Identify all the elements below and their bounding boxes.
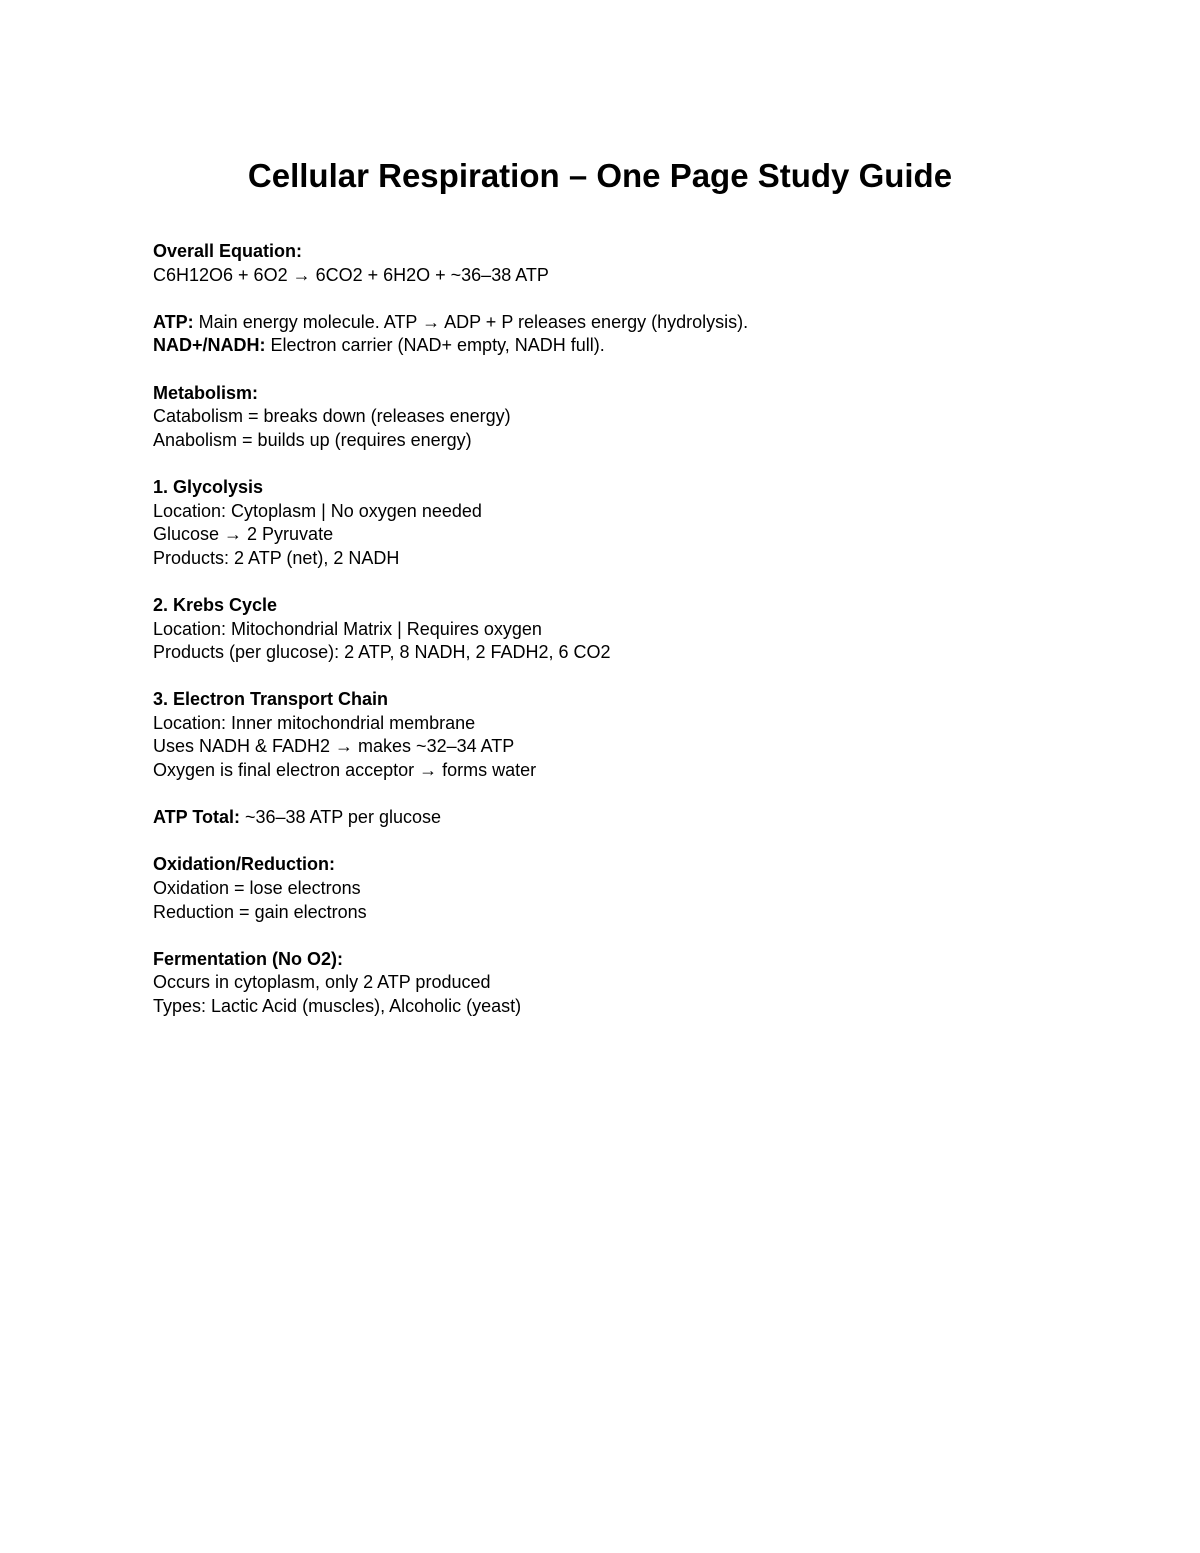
term-label: NAD+/NADH: — [153, 335, 266, 356]
section-heading: Oxidation/Reduction: — [153, 854, 335, 875]
section-line: Oxygen is final electron acceptor → forms water — [153, 760, 537, 781]
glycolysis-section — [153, 476, 1053, 570]
section-line: Glucose → 2 Pyruvate — [153, 524, 334, 545]
section-line: Location: Mitochondrial Matrix | Requires oxygen — [153, 618, 542, 639]
section-line: Products: 2 ATP (net), 2 NADH — [153, 547, 400, 568]
section-heading: 3. Electron Transport Chain — [153, 689, 389, 710]
metabolism-section — [153, 382, 1053, 453]
atp-total-line — [153, 806, 1053, 830]
atp-definition — [153, 311, 1053, 335]
study-guide-content — [153, 240, 1053, 1042]
section-line: Location: Cytoplasm | No oxygen needed — [153, 500, 482, 521]
fermentation-section — [153, 948, 1053, 1019]
section-line: Uses NADH & FADH2 → makes ~32–34 ATP — [153, 736, 515, 757]
atp-total-section — [153, 806, 1053, 830]
section-line: Reduction = gain electrons — [153, 901, 367, 922]
oxidation-reduction-section — [153, 853, 1053, 924]
section-line: Occurs in cytoplasm, only 2 ATP produced — [153, 972, 491, 993]
section-heading: Overall Equation: — [153, 241, 303, 261]
term-label: ATP Total: — [153, 807, 240, 828]
section-line: Oxidation = lose electrons — [153, 878, 361, 899]
section-line: Types: Lactic Acid (muscles), Alcoholic (yeast) — [153, 996, 522, 1016]
section-line: Anabolism = builds up (requires energy) — [153, 429, 472, 450]
term-text: Main energy molecule. ATP → ADP + P releases energy (hydrolysis). — [193, 311, 749, 332]
electron-transport-chain-section — [153, 688, 1053, 782]
section-heading: 1. Glycolysis — [153, 476, 264, 497]
term-label: ATP: — [153, 311, 194, 332]
section-heading: 2. Krebs Cycle — [153, 594, 278, 615]
section-line: Catabolism = breaks down (releases energy) — [153, 406, 511, 427]
section-heading: Fermentation (No O2): — [153, 948, 344, 969]
equation-text: C6H12O6 + 6O2 → 6CO2 + 6H2O + ~36–38 ATP — [153, 264, 549, 285]
krebs-cycle-section — [153, 594, 1053, 665]
page-title: Cellular Respiration – One Page Study Guide — [247, 157, 953, 194]
section-line: Products (per glucose): 2 ATP, 8 NADH, 2 FADH2, 6 CO2 — [153, 642, 611, 663]
overall-equation-section — [153, 240, 1053, 287]
section-heading: Metabolism: — [153, 382, 259, 403]
term-text: Electron carrier (NAD+ empty, NADH full). — [265, 335, 605, 356]
definitions-section — [153, 311, 1053, 358]
section-line: Location: Inner mitochondrial membrane — [153, 712, 476, 733]
nad-definition — [153, 334, 1053, 358]
term-text: ~36–38 ATP per glucose — [240, 807, 441, 828]
